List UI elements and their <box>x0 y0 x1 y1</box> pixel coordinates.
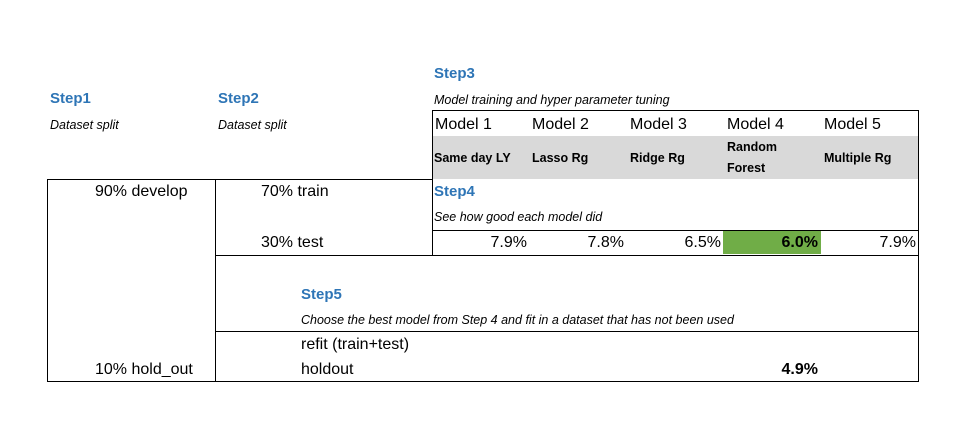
model-5-score: 7.9% <box>879 234 916 251</box>
model-4-type-line1: Random <box>727 140 777 154</box>
step1-title: Step1 <box>50 90 91 107</box>
model-2-type: Lasso Rg <box>532 151 589 165</box>
model-5-name: Model 5 <box>824 116 881 133</box>
step1-subtitle: Dataset split <box>50 118 119 132</box>
model-1-type: Same day LY <box>434 151 511 165</box>
step4-subtitle: See how good each model did <box>434 210 603 224</box>
step3-subtitle: Model training and hyper parameter tuning <box>434 93 670 107</box>
step5-subtitle: Choose the best model from Step 4 and fit in a dataset that has not been used <box>301 313 734 327</box>
model-box-right-line <box>918 110 919 256</box>
model-4-score: 6.0% <box>781 234 818 251</box>
develop-label: 90% develop <box>95 183 188 200</box>
split-divider-line <box>215 179 216 382</box>
holdout-label: holdout <box>301 361 354 378</box>
model-2-score: 7.8% <box>587 234 624 251</box>
outer-bottom-line <box>47 381 919 382</box>
model-4-name: Model 4 <box>727 116 784 133</box>
step5-bottom-line <box>215 331 919 332</box>
step3-title: Step3 <box>434 65 475 82</box>
model-2-name: Model 2 <box>532 116 589 133</box>
step2-subtitle: Dataset split <box>218 118 287 132</box>
outer-right-line <box>918 255 919 382</box>
model-1-score: 7.9% <box>490 234 527 251</box>
step4-title: Step4 <box>434 183 475 200</box>
step2-title: Step2 <box>218 90 259 107</box>
model-3-score: 6.5% <box>684 234 721 251</box>
model-3-name: Model 3 <box>630 116 687 133</box>
score-row-top-line <box>432 230 919 231</box>
model-1-name: Model 1 <box>435 116 492 133</box>
test-label: 30% test <box>261 234 324 251</box>
hold-out-label: 10% hold_out <box>95 361 193 378</box>
step5-title: Step5 <box>301 286 342 303</box>
model-5-type: Multiple Rg <box>824 151 892 165</box>
model-4-type-line2: Forest <box>727 161 766 175</box>
refit-label: refit (train+test) <box>301 336 410 353</box>
outer-top-line <box>47 179 433 180</box>
outer-left-line <box>47 179 48 382</box>
step5-top-line <box>215 255 919 256</box>
model-3-type: Ridge Rg <box>630 151 685 165</box>
model-box-top-line <box>432 110 919 111</box>
holdout-score: 4.9% <box>781 361 818 378</box>
train-label: 70% train <box>261 183 329 200</box>
